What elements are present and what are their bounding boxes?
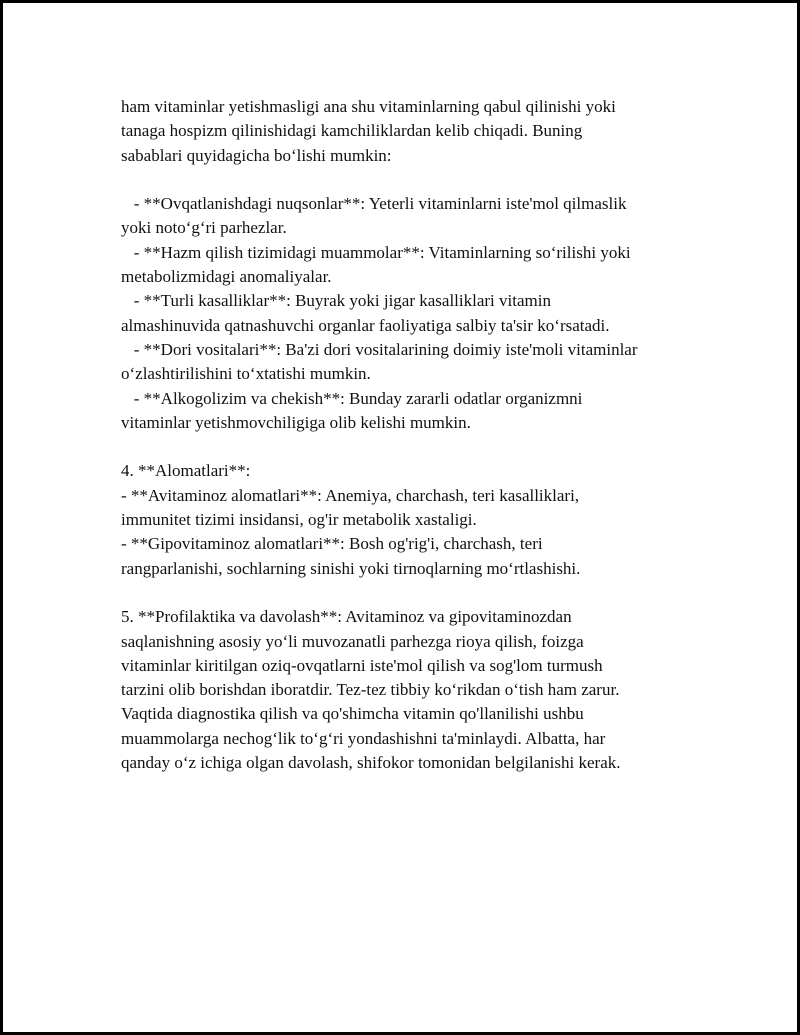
text-line: sabablari quyidagicha bo‘lishi mumkin: (121, 145, 392, 165)
list-item: - **Gipovitaminoz alomatlari**: Bosh og'rig'i, charchash, teri (121, 534, 543, 554)
text-line: rangparlanishi, sochlarning sinishi yoki tirnoqlarning mo‘rtlashishi. (121, 558, 581, 578)
document-text (121, 95, 701, 775)
intro-paragraph (121, 95, 701, 168)
list-item: - **Hazm qilish tizimidagi muammolar**: Vitaminlarning so‘rilishi yoki (121, 242, 631, 262)
section-heading: 5. **Profilaktika va davolash**: Avitaminoz va gipovitaminozdan (121, 607, 572, 627)
text-line: metabolizmidagi anomaliyalar. (121, 267, 332, 287)
list-item: - **Avitaminoz alomatlari**: Anemiya, charchash, teri kasalliklari, (121, 485, 580, 505)
text-line: vitaminlar yetishmovchiligiga olib kelishi mumkin. (121, 412, 471, 432)
text-line: yoki noto‘g‘ri parhezlar. (121, 218, 287, 238)
paragraph-spacer (121, 435, 701, 459)
section-heading: 4. **Alomatlari**: (121, 461, 251, 481)
text-line: o‘zlashtirilishini to‘xtatishi mumkin. (121, 364, 371, 384)
list-item: - **Turli kasalliklar**: Buyrak yoki jigar kasalliklari vitamin (121, 291, 551, 311)
prevention-section (121, 605, 701, 775)
list-item: - **Ovqatlanishdagi nuqsonlar**: Yeterli vitaminlarni iste'mol qilmaslik (121, 194, 627, 214)
text-line: tarzini olib borishdan iboratdir. Tez-tez tibbiy ko‘rikdan o‘tish ham zarur. (121, 680, 620, 700)
text-line: muammolarga nechog‘lik to‘g‘ri yondashishni ta'minlaydi. Albatta, har (121, 728, 606, 748)
text-line: Vaqtida diagnostika qilish va qo'shimcha vitamin qo'llanilishi ushbu (121, 704, 584, 724)
text-line: vitaminlar kiritilgan oziq-ovqatlarni iste'mol qilish va sog'lom turmush (121, 655, 603, 675)
list-item: - **Alkogolizim va chekish**: Bunday zararli odatlar organizmni (121, 388, 583, 408)
text-line: qanday o‘z ichiga olgan davolash, shifokor tomonidan belgilanishi kerak. (121, 753, 621, 773)
text-line: ham vitaminlar yetishmasligi ana shu vitaminlarning qabul qilinishi yoki (121, 97, 616, 116)
paragraph-spacer (121, 168, 701, 192)
text-line: almashinuvida qatnashuvchi organlar faoliyatiga salbiy ta'sir ko‘rsatadi. (121, 315, 610, 335)
text-line: immunitet tizimi insidansi, og'ir metabolik xastaligi. (121, 510, 477, 530)
symptoms-section (121, 459, 701, 580)
causes-list (121, 192, 701, 435)
text-line: saqlanishning asosiy yo‘li muvozanatli parhezga rioya qilish, foizga (121, 631, 584, 651)
text-line: tanaga hospizm qilinishidagi kamchiliklardan kelib chiqadi. Buning (121, 121, 583, 141)
list-item: - **Dori vositalari**: Ba'zi dori vositalarining doimiy iste'moli vitaminlar (121, 339, 638, 359)
paragraph-spacer (121, 581, 701, 605)
